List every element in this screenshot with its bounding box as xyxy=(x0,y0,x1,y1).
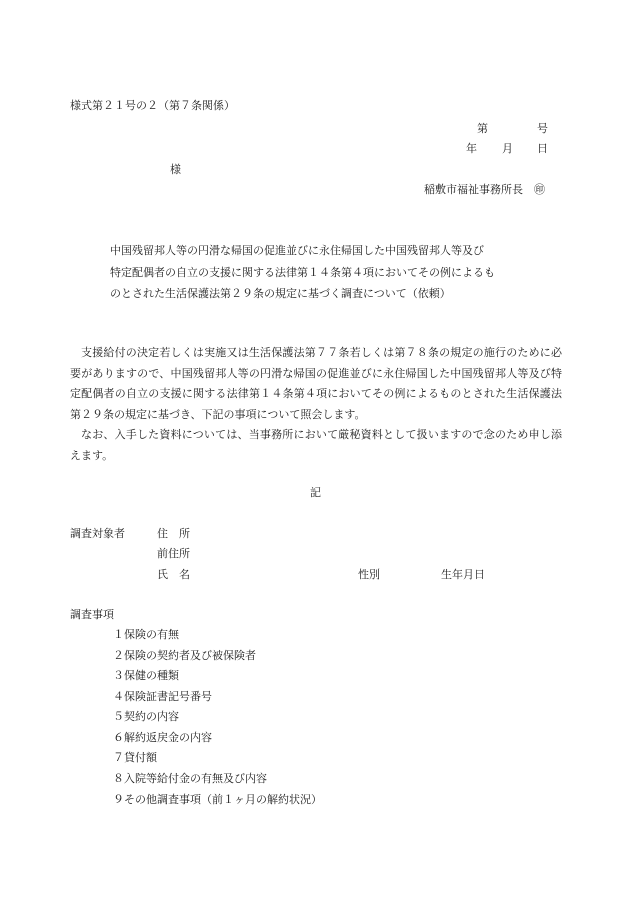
number-prefix: 第 xyxy=(477,122,488,135)
date-year-label: 年 xyxy=(466,142,477,155)
list-item: ６解約返戻金の内容 xyxy=(113,731,212,744)
items-heading: 調査事項 xyxy=(70,608,114,621)
number-suffix: 号 xyxy=(537,122,548,135)
address-label: 住 所 xyxy=(157,527,190,540)
prev-address-label: 前住所 xyxy=(157,547,190,560)
sender: 稲敷市福祉事務所長 ㊞ xyxy=(424,183,545,196)
title-line: 中国残留邦人等の円滑な帰国の促進並びに永住帰国した中国残留邦人等及び xyxy=(110,244,484,257)
date-day-label: 日 xyxy=(537,142,548,155)
subject-heading: 調査対象者 xyxy=(70,527,125,540)
birthdate-label: 生年月日 xyxy=(441,568,485,581)
list-item: ８入院等給付金の有無及び内容 xyxy=(113,772,267,785)
body-text xyxy=(70,343,562,466)
date-month-label: 月 xyxy=(502,142,513,155)
list-item: ３保健の種類 xyxy=(113,669,179,682)
name-label: 氏 名 xyxy=(157,568,190,581)
ki-label: 記 xyxy=(310,486,321,499)
list-item: ７貸付額 xyxy=(113,751,157,764)
document-title xyxy=(110,240,550,305)
body-paragraph: なお、入手した資料については、当事務所において厳秘資料として扱いますので念のため申し添えます。 xyxy=(70,428,562,462)
body-paragraph: 支援給付の決定若しくは実施又は生活保護法第７７条若しくは第７８条の規定の施行のために必要がありますので、中国残留邦人等の円滑な帰国の促進並びに永住帰国した中国残留邦人等及び特定配偶者の自立の支援に関する法律第１４条第４項においてその例によるものとされた生活保護法第２９条の規定に基づき、下記の事項について照会します。 xyxy=(70,346,562,421)
list-item: ４保険証書記号番号 xyxy=(113,690,212,703)
list-item: １保険の有無 xyxy=(113,628,179,641)
list-item: ２保険の契約者及び被保険者 xyxy=(113,649,256,662)
title-line: 特定配偶者の自立の支援に関する法律第１４条第４項においてその例によるも xyxy=(110,265,495,279)
sex-label: 性別 xyxy=(358,568,380,581)
list-item: ５契約の内容 xyxy=(113,710,179,723)
form-label: 様式第２１号の２（第７条関係） xyxy=(70,99,235,112)
list-item: ９その他調査事項（前１ヶ月の解約状況） xyxy=(113,793,322,806)
addressee-suffix: 様 xyxy=(170,163,181,176)
title-line: のとされた生活保護法第２９条の規定に基づく調査について（依頼） xyxy=(110,287,451,300)
